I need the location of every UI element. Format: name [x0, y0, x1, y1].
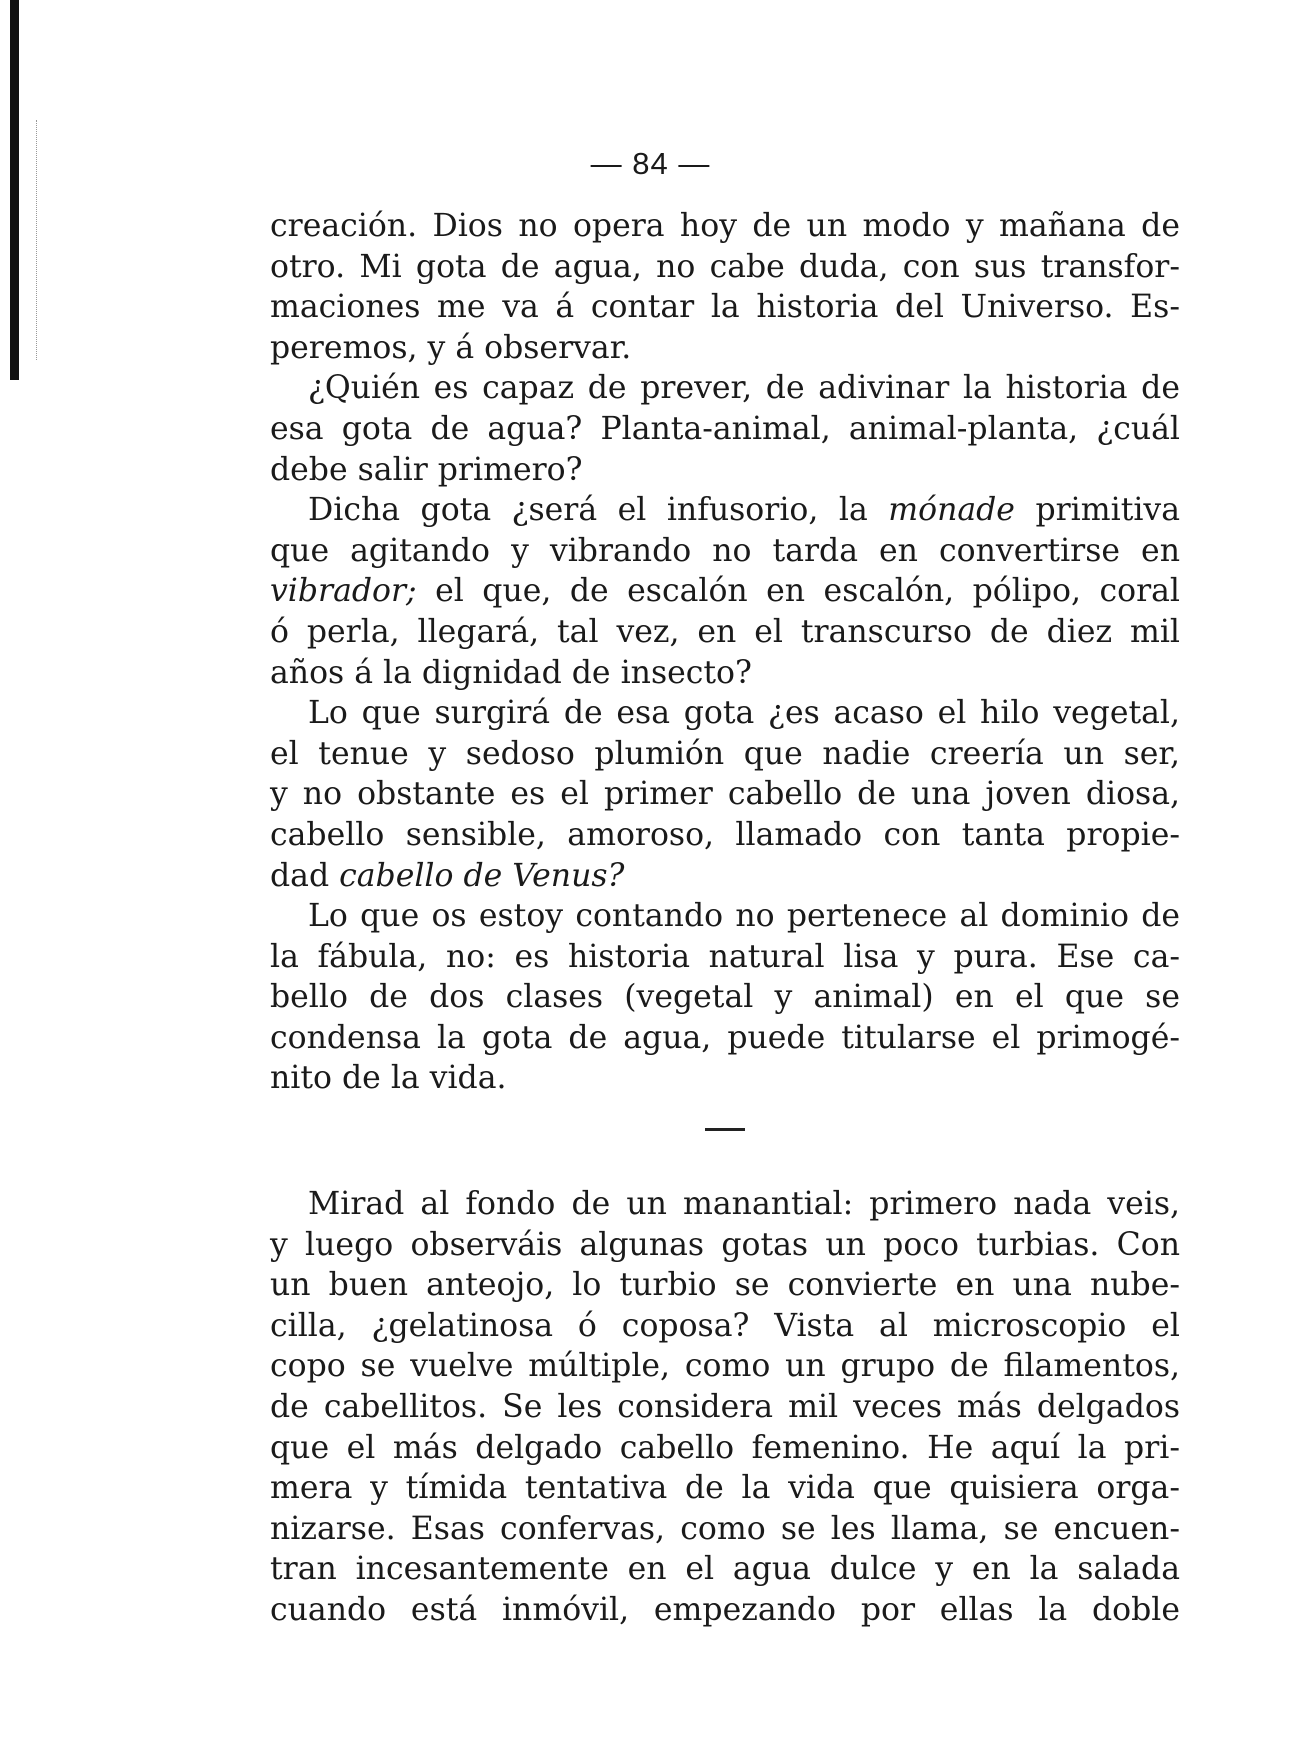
text-line: de cabellitos. Se les considera mil veces más delgados: [270, 1388, 1180, 1425]
text-line: el tenue y sedoso plumión que nadie creería un ser,: [270, 735, 1180, 772]
text-line: copo se vuelve múltiple, como un grupo de filamentos,: [270, 1348, 1180, 1385]
text-line: esa gota de agua? Planta-animal, animal-planta, ¿cuál: [270, 410, 1180, 447]
text-line: y luego observáis algunas gotas un poco turbias. Con: [270, 1226, 1180, 1263]
italic-term: vibrador;: [270, 573, 417, 610]
text-line: peremos, y á observar.: [270, 329, 632, 366]
text-line: creación. Dios no opera hoy de un modo y mañana de: [270, 208, 1180, 244]
text-run: dad: [270, 857, 340, 894]
text-line: condensa la gota de agua, puede titularse el primogé-: [270, 1019, 1180, 1056]
text-line: otro. Mi gota de agua, no cabe duda, con sus transfor-: [270, 248, 1180, 285]
text-line: bello de dos clases (vegetal y animal) en el que se: [270, 979, 1180, 1016]
italic-term: cabello de Venus?: [339, 857, 625, 894]
text-run: Dicha gota ¿será el infusorio, la: [308, 492, 889, 529]
text-line-mixed: [270, 490, 1180, 531]
text-line-mixed: [270, 571, 1180, 612]
text-line: maciones me va á contar la historia del Universo. Es-: [270, 289, 1180, 326]
text-line: tran incesantemente en el agua dulce y en la salada: [270, 1551, 1180, 1588]
text-line: nito de la vida.: [270, 1060, 507, 1097]
text-line: debe salir primero?: [270, 451, 583, 488]
text-line: que agitando y vibrando no tarda en convertirse en: [270, 532, 1180, 569]
text-line: Lo que surgirá de esa gota ¿es acaso el hilo vegetal,: [308, 695, 1180, 732]
text-line: ¿Quién es capaz de prever, de adivinar la historia de: [308, 370, 1180, 407]
text-line: cabello sensible, amoroso, llamado con tanta propie-: [270, 816, 1180, 853]
text-line: cuando está inmóvil, empezando por ellas la doble: [270, 1591, 1180, 1628]
text-line-mixed: [270, 856, 1180, 897]
italic-term: mónade: [888, 492, 1015, 529]
text-run: primitiva: [1014, 492, 1180, 529]
text-line: que el más delgado cabello femenino. He aquí la pri-: [270, 1429, 1180, 1466]
page-number: — 84 —: [590, 146, 711, 181]
text-line: Lo que os estoy contando no pertenece al dominio de: [308, 898, 1180, 935]
text-line: y no obstante es el primer cabello de una joven diosa,: [270, 776, 1180, 813]
page-binding-edge: [10, 0, 19, 380]
text-section-1: [270, 206, 1180, 1099]
text-line: un buen anteojo, lo turbio se convierte en una nube-: [270, 1267, 1180, 1304]
text-section-2: [270, 1184, 1180, 1631]
text-line: nizarse. Esas confervas, como se les llama, se encuen-: [270, 1510, 1180, 1547]
text-line: años á la dignidad de insecto?: [270, 654, 752, 691]
text-run: el que, de escalón en escalón, pólipo, coral: [416, 573, 1180, 610]
text-line: mera y tímida tentativa de la vida que quisiera orga-: [270, 1470, 1180, 1507]
text-line: cilla, ¿gelatinosa ó coposa? Vista al microscopio el: [270, 1307, 1180, 1344]
text-line: ó perla, llegará, tal vez, en el transcurso de diez mil: [270, 613, 1180, 650]
text-line: la fábula, no: es historia natural lisa y pura. Ese ca-: [270, 938, 1180, 975]
text-line: Mirad al fondo de un manantial: primero nada veis,: [308, 1186, 1180, 1222]
section-divider: [705, 1128, 745, 1131]
